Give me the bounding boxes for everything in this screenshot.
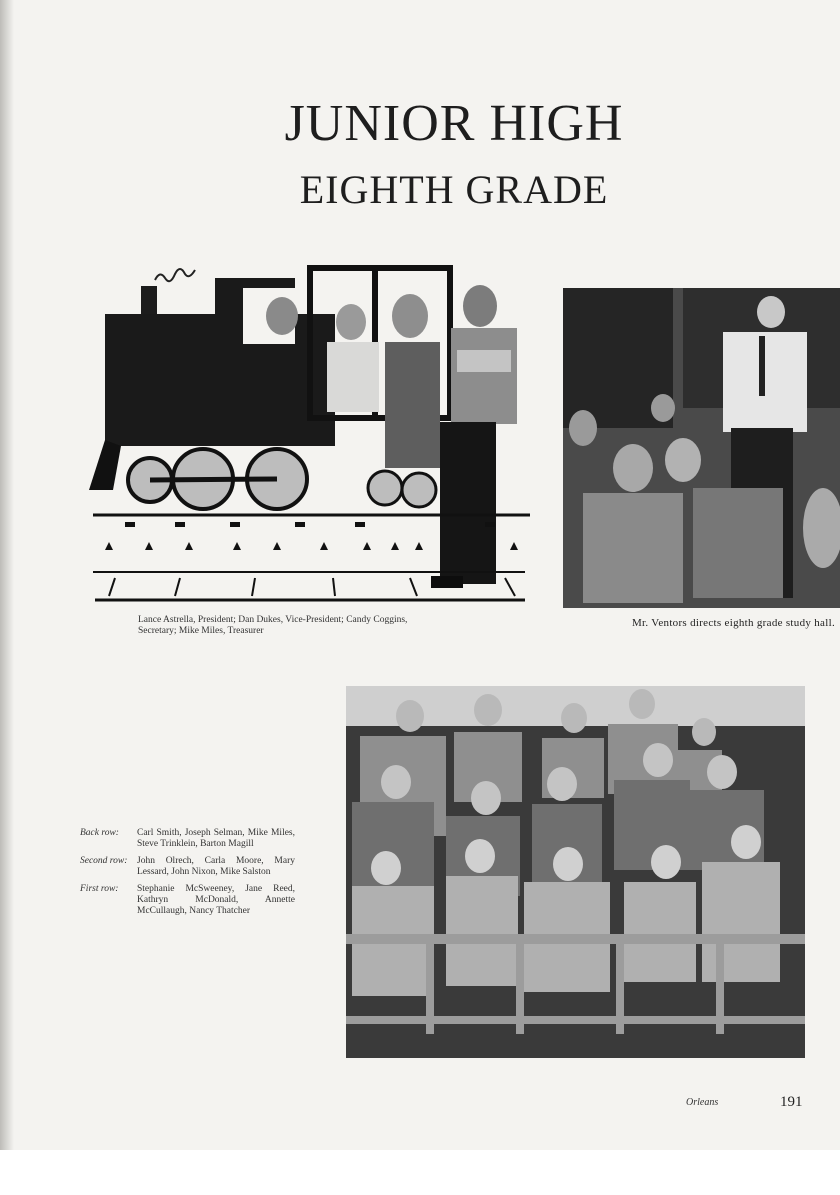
roster-label: Second row: [80,856,128,866]
roster-names: John Olrech, Carla Moore, Mary Lessard, John Nixon, Mike Salston [137,856,295,877]
footer-publication: Orleans [686,1097,719,1108]
page-number: 191 [780,1094,803,1110]
roster-row-back [80,828,295,850]
page-bottom-margin [0,1150,840,1195]
roster-label: Back row: [80,828,119,838]
study-hall-scene [563,288,840,608]
page-title: JUNIOR HIGH [284,95,624,152]
roster-names: Stephanie McSweeney, Jane Reed, Kathryn McDonald, Annette McCullaugh, Nancy Thatcher [137,884,295,916]
page-subtitle: EIGHTH GRADE [299,167,609,212]
roster-row-first [80,884,295,917]
roster-label: First row: [80,884,119,894]
study-hall-photo [563,288,840,608]
officers-caption: Lance Astrella, President; Dan Dukes, Vice-President; Candy Coggins, Secretary; Mike Miles, Treasurer [138,615,408,636]
class-group-photo [346,686,805,1058]
roster-row-second [80,856,295,878]
roster-names: Carl Smith, Joseph Selman, Mike Miles, Steve Trinklein, Barton Magill [137,828,295,849]
class-group-scene [346,686,805,1058]
officers-train-photo [85,250,540,610]
class-roster [80,828,295,923]
train-illustration [85,250,540,610]
study-hall-caption: Mr. Ventors directs eighth grade study hall. [631,617,835,629]
